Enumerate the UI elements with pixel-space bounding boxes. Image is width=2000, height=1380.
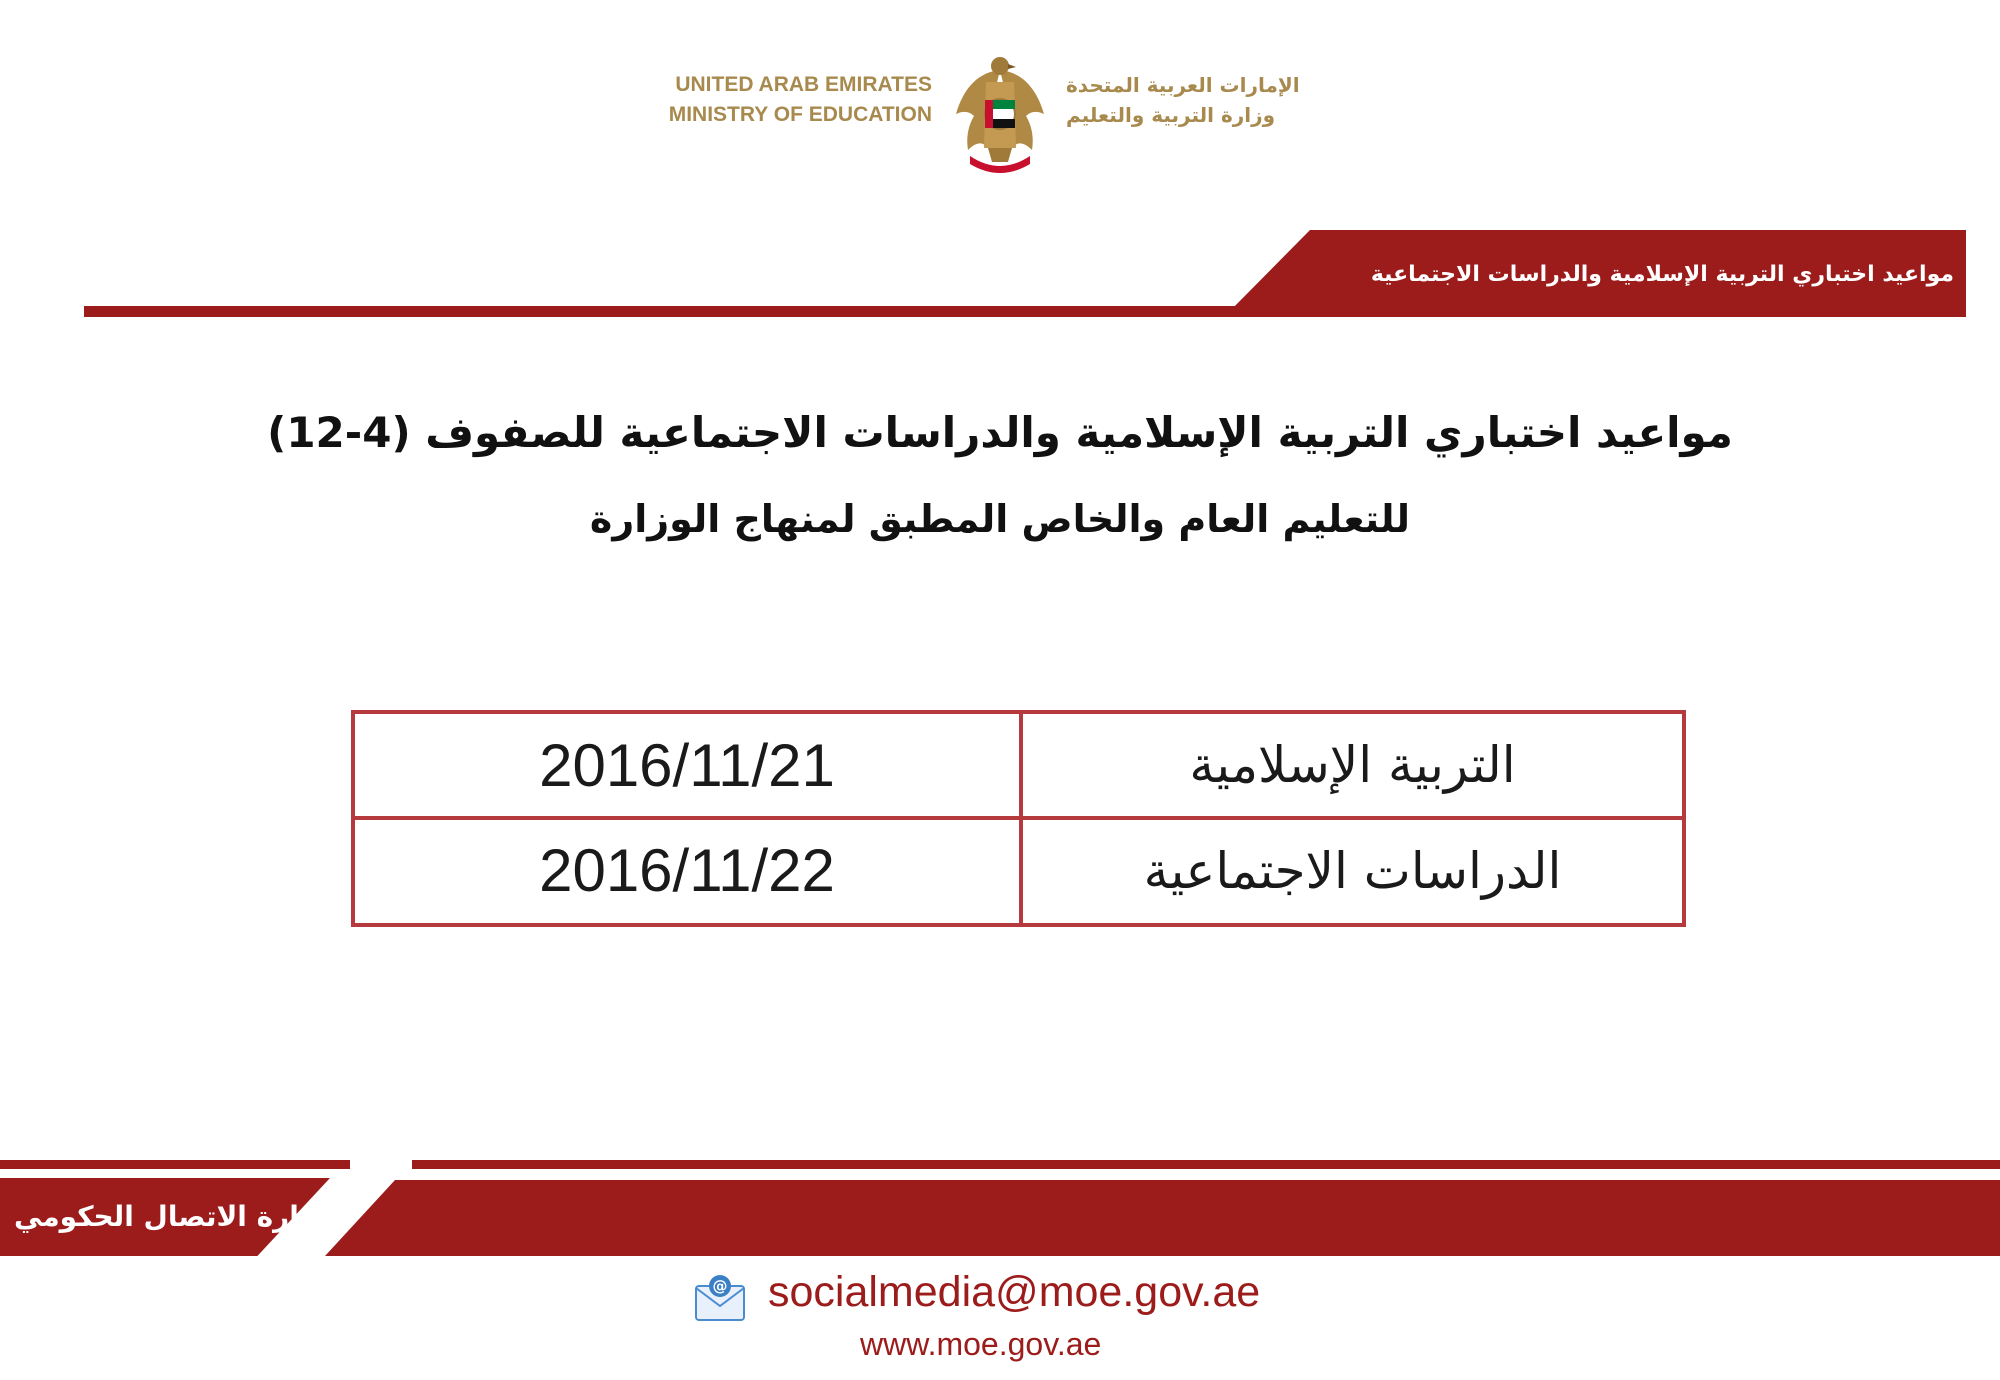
exam-subject: الدراسات الاجتماعية <box>1143 841 1562 900</box>
ministry-ar-line-2: وزارة التربية والتعليم <box>1066 103 1276 127</box>
uae-falcon-emblem-icon <box>950 52 1050 174</box>
footer-rule-right <box>412 1160 2000 1169</box>
department-label: إدارة الاتصال الحكومي <box>14 1200 323 1233</box>
ministry-name-arabic <box>1066 70 1366 130</box>
svg-text:@: @ <box>712 1277 728 1295</box>
exam-subject: التربية الإسلامية <box>1189 736 1516 794</box>
exam-schedule-table <box>351 710 1686 927</box>
exam-date: 2016/11/21 <box>539 731 835 799</box>
footer-rule-left <box>0 1160 350 1169</box>
ministry-name-english <box>600 70 932 130</box>
column-divider <box>1019 714 1023 923</box>
email-at-icon <box>694 1272 746 1324</box>
ministry-line-1: UNITED ARAB EMIRATES <box>675 73 932 96</box>
exam-date: 2016/11/22 <box>539 837 835 904</box>
footer-band <box>325 1180 2000 1256</box>
page-subtitle: للتعليم العام والخاص المطبق لمنهاج الوزارة <box>589 497 1411 541</box>
contact-email[interactable]: socialmedia@moe.gov.ae <box>768 1268 1261 1316</box>
ministry-ar-line-1: الإمارات العربية المتحدة <box>1066 73 1300 97</box>
contact-website[interactable]: www.moe.gov.ae <box>860 1326 1102 1362</box>
page-title: مواعيد اختباري التربية الإسلامية والدراسات الاجتماعية للصفوف (4-12) <box>267 408 1733 457</box>
ministry-line-2: MINISTRY OF EDUCATION <box>668 103 932 126</box>
header-tab-label: مواعيد اختباري التربية الإسلامية والدراسات الاجتماعية <box>1370 262 1954 287</box>
